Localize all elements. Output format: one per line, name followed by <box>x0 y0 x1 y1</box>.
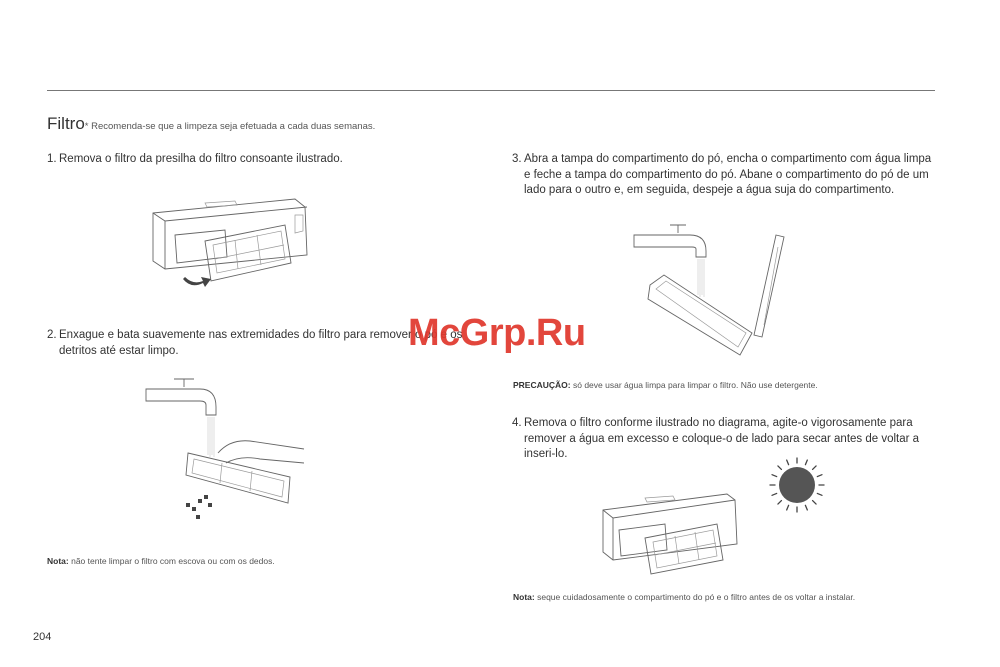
sun-ray <box>817 493 822 495</box>
step-2-number: 2. <box>47 329 57 341</box>
step-1 <box>47 152 467 168</box>
note-left-label: Nota: <box>47 556 69 566</box>
illustration-rinse-filter <box>140 375 320 525</box>
section-title-text: Filtro <box>47 114 85 133</box>
sun-ray <box>787 460 789 465</box>
illustration-fill-compartment <box>630 225 770 365</box>
section-subtitle: * Recomenda-se que a limpeza seja efetuada a cada duas semanas. <box>84 121 376 132</box>
step-3 <box>512 152 932 199</box>
step-4-number: 4. <box>512 417 522 429</box>
watermark: McGrp.Ru <box>408 312 586 354</box>
note-left-text: não tente limpar o filtro com escova ou com os dedos. <box>68 556 275 566</box>
step-2-text: Enxague e bata suavemente nas extremidades do filtro para remover o pó e os detritos até estar limpo. <box>59 329 463 357</box>
sun-ray <box>787 505 789 510</box>
step-3-text: Abra a tampa do compartimento do pó, encha o compartimento com água limpa e feche a tampa do compartimento do pó. Abane o compartimento do pó de um lado para o outro e, em seguida, despeje a água suja do compartimento. <box>524 153 932 196</box>
sun-ray <box>805 505 807 510</box>
sun-ray <box>813 466 817 470</box>
illustration-remove-filter <box>145 185 315 295</box>
page-number: 204 <box>33 631 52 643</box>
sun-ray <box>817 475 822 477</box>
sun-ray <box>778 501 782 505</box>
caution-note <box>513 380 818 390</box>
step-4-text: Remova o filtro conforme ilustrado no diagrama, agite-o vigorosamente para remover a água em excesso e coloque-o de lado para secar antes de voltar a inseri-lo. <box>524 417 920 460</box>
note-right-text: seque cuidadosamente o compartimento do pó e o filtro antes de os voltar a instalar. <box>534 592 856 602</box>
sun-ray <box>772 493 777 495</box>
caution-label: PRECAUÇÃO: <box>513 380 571 390</box>
note-left <box>47 556 275 566</box>
step-3-number: 3. <box>512 153 522 165</box>
caution-text: só deve usar água limpa para limpar o filtro. Não use detergente. <box>570 380 818 390</box>
sun-ray <box>778 466 782 470</box>
step-1-text: Remova o filtro da presilha do filtro consoante ilustrado. <box>59 153 343 165</box>
sun-ray <box>813 501 817 505</box>
step-4 <box>512 416 934 463</box>
sun-ray <box>805 460 807 465</box>
note-right-label: Nota: <box>513 592 535 602</box>
step-1-number: 1. <box>47 153 57 165</box>
sun-icon <box>762 450 832 520</box>
sun-ray <box>772 475 777 477</box>
note-right <box>513 592 855 602</box>
illustration-dry-filter <box>595 480 765 590</box>
section-title <box>47 114 375 134</box>
header-rule <box>47 90 935 91</box>
